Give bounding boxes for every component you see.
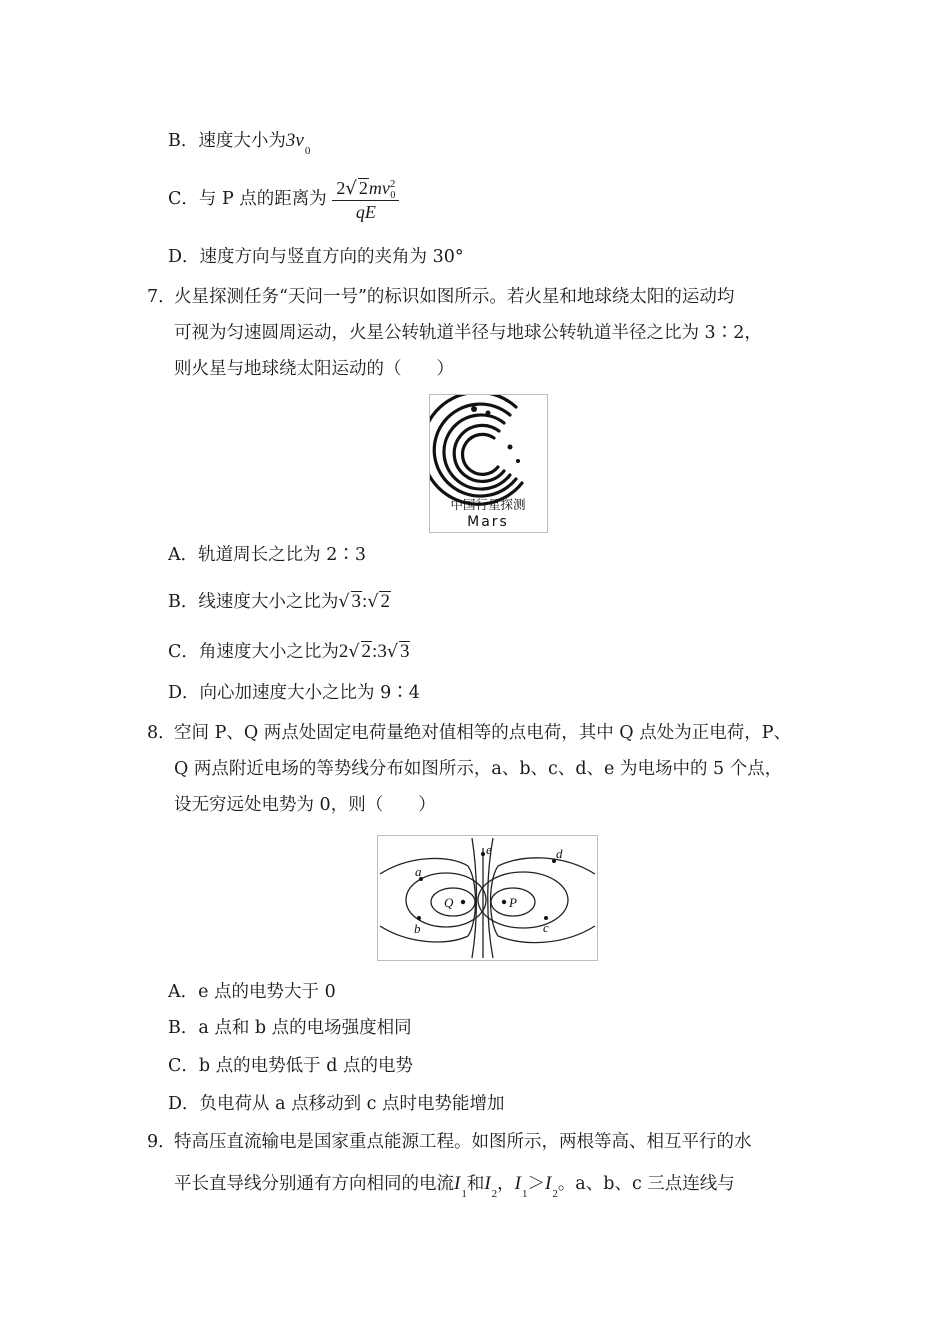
q8-option-b: B．a 点和 b 点的电场强度相同	[168, 1018, 412, 1038]
svg-text:b: b	[414, 921, 421, 936]
svg-text:d: d	[556, 846, 563, 861]
q7-option-b: B．线速度大小之比为√ 3:√ 2	[168, 591, 390, 612]
q6-option-c	[168, 178, 399, 221]
q6-option-b-math: $3v_0$	[285, 130, 311, 157]
svg-text:e: e	[486, 842, 492, 857]
q9-stem-line-2: 平长直导线分别通有方向相同的电流$I_1$和$I_2$，$I_1>I_2$。a、b、c 三点连线与	[174, 1173, 735, 1200]
svg-text:中国行星探测: 中国行星探测	[450, 497, 526, 512]
q7-option-a: A．轨道周长之比为 2∶3	[168, 545, 366, 565]
equipotential-figure	[377, 835, 598, 961]
q7-option-d: D．向心加速度大小之比为 9∶4	[168, 683, 420, 703]
q6-option-d: D．速度方向与竖直方向的夹角为 30°	[168, 247, 464, 267]
q8-stem-line-3: 设无穷远处电势为 0，则（ ）	[174, 795, 436, 815]
q9-number: 9．	[147, 1132, 176, 1152]
q9-stem-line-1: 特高压直流输电是国家重点能源工程。如图所示，两根等高、相互平行的水	[174, 1132, 752, 1152]
q6-option-b-text: B．速度大小为	[168, 131, 286, 151]
q7-number: 7．	[147, 287, 176, 307]
svg-text:Q: Q	[444, 895, 454, 910]
equipotential-lines-diagram	[378, 836, 597, 960]
q7-stem-line-2: 可视为匀速圆周运动，火星公转轨道半径与地球公转轨道半径之比为 3∶2，	[174, 323, 762, 343]
q8-option-c: C．b 点的电势低于 d 点的电势	[168, 1056, 413, 1076]
svg-text:a: a	[415, 864, 422, 879]
tianwen-logo-figure	[429, 394, 548, 533]
svg-text:c: c	[543, 920, 549, 935]
q7-option-c: C．角速度大小之比为2√ 2:3√ 3	[168, 641, 410, 662]
q6-option-c-fraction: $\frac{2√ 2mv^2_0}{qE}$	[332, 178, 399, 221]
svg-text:Mars: Mars	[467, 514, 509, 530]
q8-option-d: D．负电荷从 a 点移动到 c 点时电势能增加	[168, 1094, 505, 1114]
svg-text:P: P	[509, 895, 517, 910]
q7-stem-line-1: 火星探测任务“天问一号”的标识如图所示。若火星和地球绕太阳的运动均	[174, 287, 735, 307]
mars-logo-icon	[430, 395, 547, 532]
q8-stem-line-1: 空间 P、Q 两点处固定电荷量绝对值相等的点电荷，其中 Q 点处为正电荷，P、	[174, 723, 791, 743]
q8-option-a: A．e 点的电势大于 0	[168, 982, 336, 1002]
q6-option-c-text: C．与 P 点的距离为	[168, 188, 327, 209]
q8-stem-line-2: Q 两点附近电场的等势线分布如图所示，a、b、c、d、e 为电场中的 5 个点，	[174, 759, 783, 779]
q8-number: 8．	[147, 723, 176, 743]
q7-stem-line-3: 则火星与地球绕太阳运动的（ ）	[174, 359, 454, 379]
q6-option-b	[168, 130, 311, 157]
